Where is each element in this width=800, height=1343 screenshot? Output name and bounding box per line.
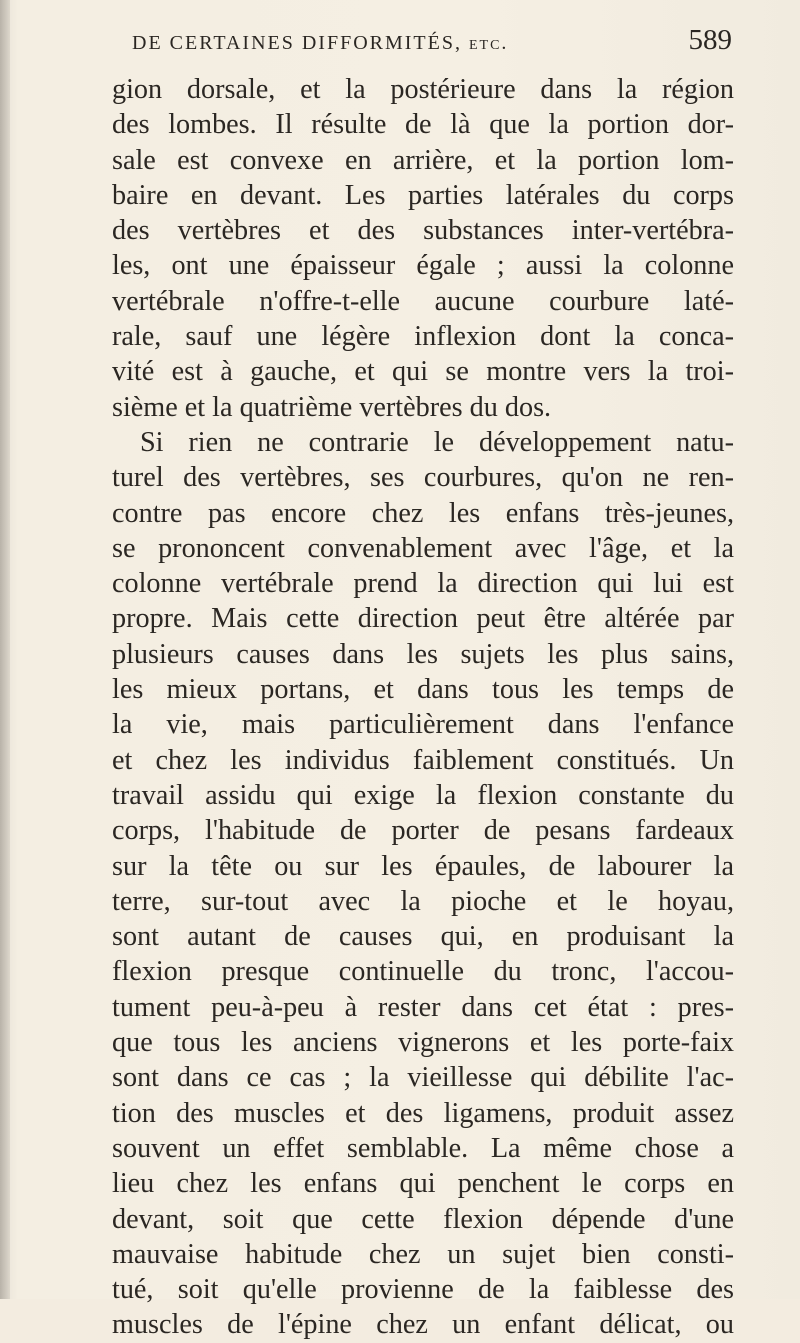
text-line: tion des muscles et des ligamens, produit assez	[112, 1097, 734, 1129]
text-line: turel des vertèbres, ses courbures, qu'on ne ren-	[112, 462, 734, 494]
text-line: la vie, mais particulièrement dans l'enfance	[112, 709, 734, 741]
text-line: tument peu-à-peu à rester dans cet état : pres-	[112, 991, 734, 1023]
text-line: et chez les individus faiblement constitués. Un	[112, 744, 734, 776]
page-number: 589	[688, 24, 732, 56]
page-header	[132, 20, 732, 60]
text-line: flexion presque continuelle du tronc, l'accou-	[112, 956, 734, 988]
text-line: les, ont une épaisseur égale ; aussi la colonne	[112, 250, 734, 282]
text-line: plusieurs causes dans les sujets les plus sains,	[112, 638, 734, 670]
page-gutter	[0, 0, 10, 1299]
text-line: mauvaise habitude chez un sujet bien consti-	[112, 1238, 734, 1270]
text-line: propre. Mais cette direction peut être altérée par	[112, 603, 734, 635]
text-line: sale est convexe en arrière, et la portion lom-	[112, 144, 734, 176]
text-line: Si rien ne contrarie le développement natu-	[140, 426, 734, 458]
text-line: gion dorsale, et la postérieure dans la région	[112, 74, 734, 105]
text-line: sont autant de causes qui, en produisant la	[112, 921, 734, 953]
text-line: sont dans ce cas ; la vieillesse qui débilite l'ac-	[112, 1062, 734, 1094]
text-line: vité est à gauche, et qui se montre vers la troi-	[112, 356, 734, 388]
text-line: devant, soit que cette flexion dépende d'une	[112, 1203, 734, 1235]
text-line: baire en devant. Les parties latérales du corps	[112, 179, 734, 211]
text-line: les mieux portans, et dans tous les temps de	[112, 674, 734, 706]
text-line: travail assidu qui exige la flexion constante du	[112, 779, 734, 811]
text-line: corps, l'habitude de porter de pesans fardeaux	[112, 815, 734, 847]
text-line: que tous les anciens vignerons et les porte-faix	[112, 1027, 734, 1059]
running-title: DE CERTAINES DIFFORMITÉS, etc.	[132, 32, 509, 54]
text-line: des lombes. Il résulte de là que la portion dor-	[112, 109, 734, 141]
text-line: souvent un effet semblable. La même chose a	[112, 1132, 734, 1164]
text-line: muscles de l'épine chez un enfant délicat, ou	[112, 1309, 734, 1341]
text-line: colonne vertébrale prend la direction qui lui est	[112, 568, 734, 600]
body-text	[112, 72, 734, 1343]
text-line: se prononcent convenablement avec l'âge, et la	[112, 532, 734, 564]
text-line: vertébrale n'offre-t-elle aucune courbure laté-	[112, 285, 734, 317]
text-line: contre pas encore chez les enfans très-jeunes,	[112, 497, 734, 529]
text-line: sur la tête ou sur les épaules, de labourer la	[112, 850, 734, 882]
text-line: sième et la quatrième vertèbres du dos.	[112, 391, 552, 423]
text-line: tué, soit qu'elle provienne de la faiblesse des	[112, 1274, 734, 1306]
text-line: lieu chez les enfans qui penchent le corps en	[112, 1168, 734, 1200]
text-line: terre, sur-tout avec la pioche et le hoyau,	[112, 885, 734, 917]
text-line: rale, sauf une légère inflexion dont la conca-	[112, 321, 734, 353]
text-line: des vertèbres et des substances inter-vertébra-	[112, 215, 734, 247]
